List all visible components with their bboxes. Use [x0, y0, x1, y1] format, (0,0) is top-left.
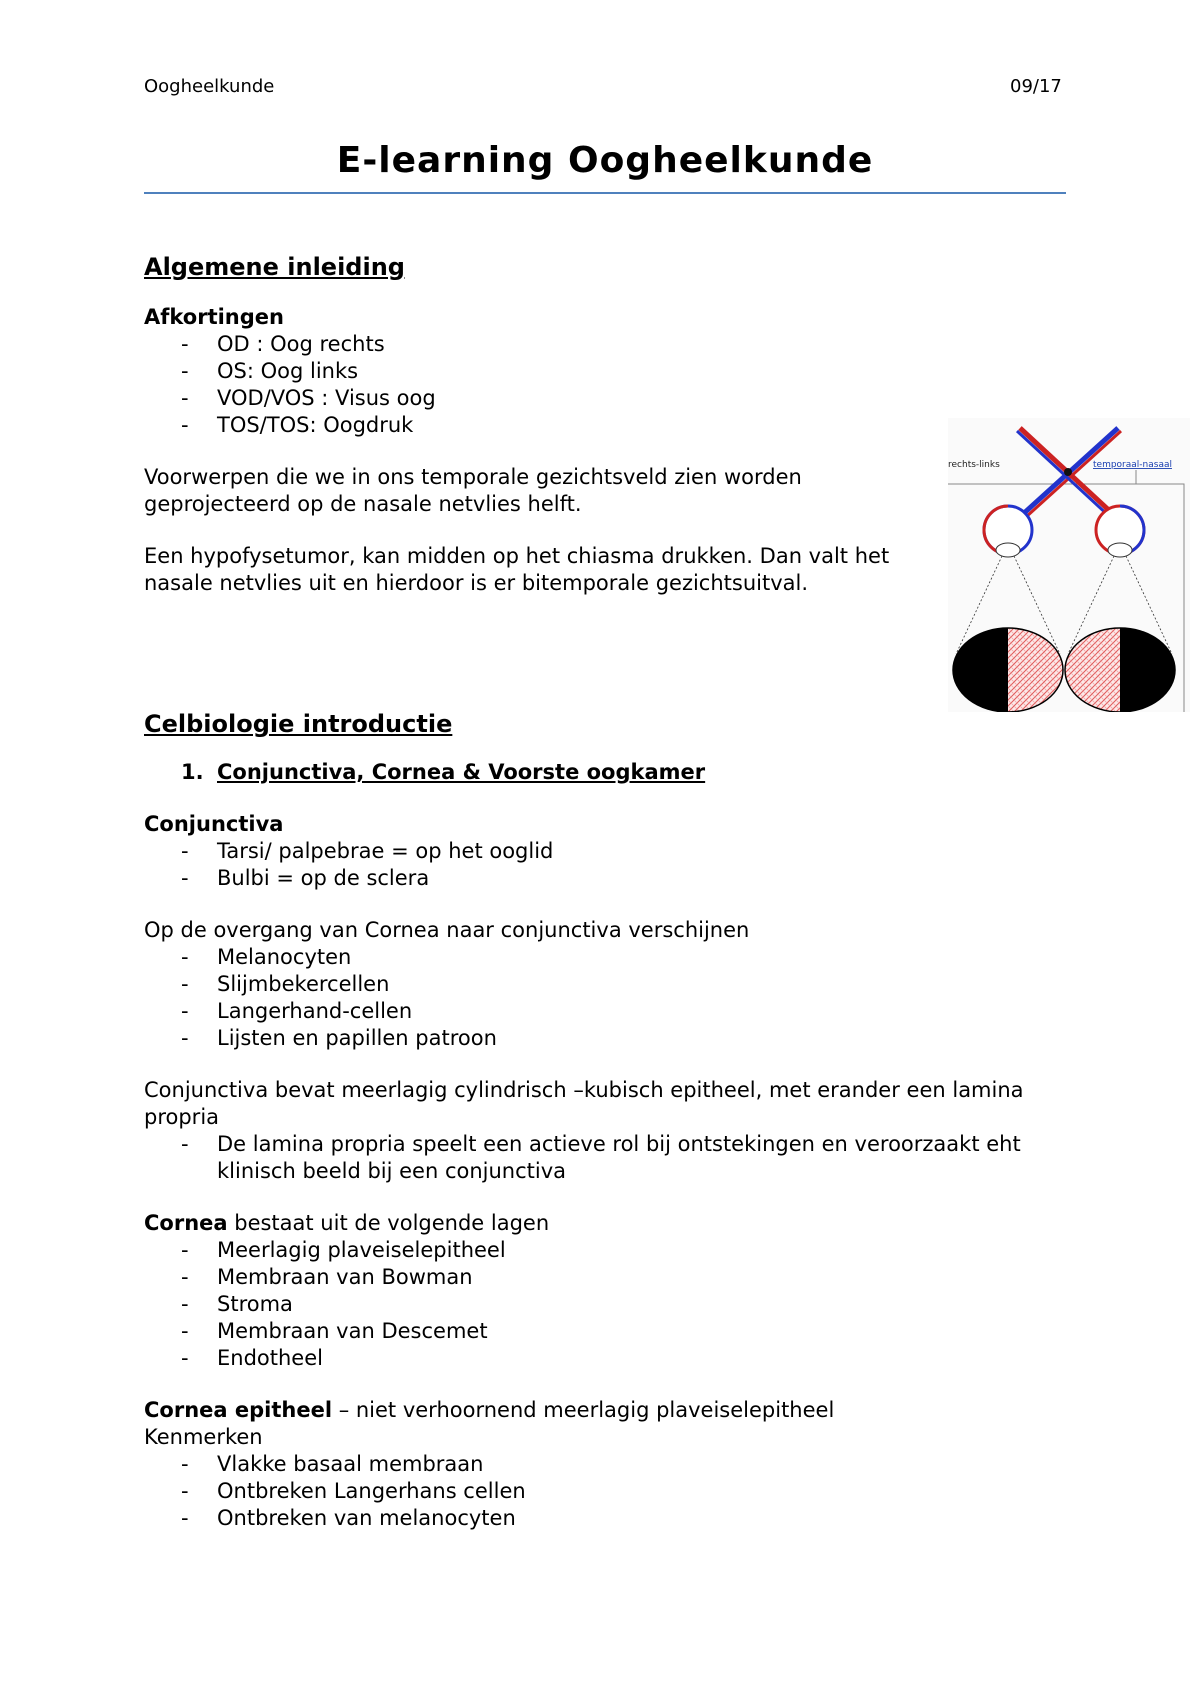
paragraph-hypofyse: Een hypofysetumor, kan midden op het chiasma drukken. Dan valt het nasale netvlies uit en hierdoor is er bitemporale gezichtsuitval. [144, 544, 890, 595]
cornea-rest: bestaat uit de volgende lagen [227, 1211, 550, 1235]
list-item: - Meerlagig plaveiselepitheel [181, 1238, 506, 1262]
subsection-heading [144, 759, 1074, 786]
page-title: E-learning Oogheelkunde [336, 140, 874, 181]
figure-label-left: rechts-links [948, 460, 1000, 470]
title-underline [144, 192, 1066, 194]
list-item: - Tarsi/ palpebrae = op het ooglid [181, 839, 554, 863]
list-item: - Ontbreken Langerhans cellen [181, 1479, 526, 1503]
list-item: - Vlakke basaal membraan [181, 1452, 484, 1476]
list-item: - Membraan van Bowman [181, 1265, 473, 1289]
list-item: - Langerhand-cellen [181, 999, 413, 1023]
section-heading-celbiologie: Celbiologie introductie [144, 710, 453, 738]
content [144, 250, 1074, 1532]
overgang-intro: Op de overgang van Cornea naar conjunctiva verschijnen [144, 918, 750, 942]
cornea-epitheel-line [144, 1397, 1074, 1424]
cornea-bold: Cornea [144, 1211, 228, 1235]
abbr-list [144, 331, 1074, 439]
header-page-number: 09/17 [1010, 76, 1062, 97]
kenmerken-label: Kenmerken [144, 1425, 263, 1449]
subsection-title: Conjunctiva, Cornea & Voorste oogkamer [217, 760, 706, 784]
header-left: Oogheelkunde [144, 76, 275, 97]
list-item: - Ontbreken van melanocyten [181, 1506, 516, 1530]
cornea-epitheel-rest: – niet verhoornend meerlagig plaveiselepitheel [332, 1398, 835, 1422]
list-item: - OS: Oog links [181, 359, 359, 383]
conjunctiva-list [144, 838, 1074, 892]
list-item: - Lijsten en papillen patroon [181, 1026, 497, 1050]
list-item: - Slijmbekercellen [181, 972, 390, 996]
list-item: - Bulbi = op de sclera [181, 866, 430, 890]
subsection-number: 1. [181, 760, 204, 784]
optic-chiasm-figure [948, 418, 1190, 712]
overgang-list [144, 944, 1074, 1052]
abbr-heading: Afkortingen [144, 305, 284, 329]
cornea-intro [144, 1210, 1074, 1237]
list-item: - Membraan van Descemet [181, 1319, 488, 1343]
epitheel-paragraph: Conjunctiva bevat meerlagig cylindrisch –kubisch epitheel, met erander een lamina propria [144, 1078, 1024, 1129]
list-item: - De lamina propria speelt een actieve rol bij ontstekingen en veroorzaakt eht klinisch beeld bij een conjunctiva [181, 1132, 1021, 1183]
section-heading-algemene: Algemene inleiding [144, 253, 405, 281]
paragraph-temporaal: Voorwerpen die we in ons temporale gezichtsveld zien worden geprojecteerd op de nasale netvlies helft. [144, 465, 802, 516]
figure-label-right: temporaal-nasaal [1093, 460, 1172, 470]
list-item: - Endotheel [181, 1346, 323, 1370]
list-item: - Melanocyten [181, 945, 352, 969]
epitheel-list [144, 1131, 1074, 1185]
list-item: - TOS/TOS: Oogdruk [181, 413, 414, 437]
list-item: - OD : Oog rechts [181, 332, 385, 356]
cornea-epitheel-bold: Cornea epitheel [144, 1398, 333, 1422]
list-item: - Stroma [181, 1292, 293, 1316]
conjunctiva-heading: Conjunctiva [144, 812, 284, 836]
list-item: - VOD/VOS : Visus oog [181, 386, 436, 410]
kenmerken-list [144, 1451, 1074, 1532]
cornea-list [144, 1237, 1074, 1372]
